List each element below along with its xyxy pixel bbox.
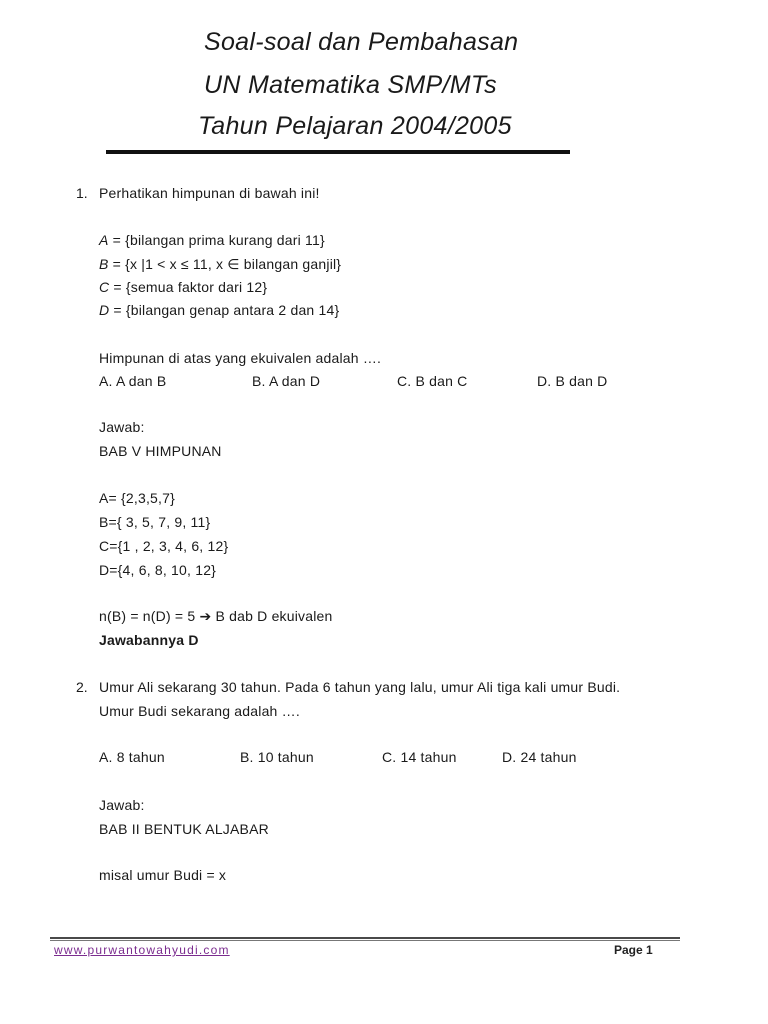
set-b-name: B: [99, 256, 109, 272]
q1-question: Himpunan di atas yang ekuivalen adalah ….: [99, 350, 382, 366]
set-c-name: C: [99, 279, 110, 295]
q1-set-a: [99, 232, 325, 248]
title-line-3: Tahun Pelajaran 2004/2005: [198, 112, 512, 140]
q2-answer-label: Jawab:: [99, 797, 145, 813]
q1-option-c: C. B dan C: [397, 373, 468, 389]
title-divider: [106, 150, 570, 154]
q2-option-d: D. 24 tahun: [502, 749, 577, 765]
q2-option-c: C. 14 tahun: [382, 749, 457, 765]
title-line-1: Soal-soal dan Pembahasan: [204, 28, 519, 56]
q1-option-d: D. B dan D: [537, 373, 608, 389]
q1-work-line: A= {2,3,5,7}: [99, 490, 175, 506]
q2-work-line: misal umur Budi = x: [99, 867, 227, 883]
q2-line-2: Umur Budi sekarang adalah ….: [99, 703, 300, 719]
q2-option-b: B. 10 tahun: [240, 749, 314, 765]
set-a-definition: = {bilangan prima kurang dari 11}: [108, 232, 325, 248]
q1-final-answer: Jawabannya D: [99, 632, 199, 648]
q2-chapter: BAB II BENTUK ALJABAR: [99, 821, 269, 837]
q1-prompt: Perhatikan himpunan di bawah ini!: [99, 185, 320, 201]
q2-option-a: A. 8 tahun: [99, 749, 165, 765]
set-c-definition: = {semua faktor dari 12}: [109, 279, 268, 295]
website-link[interactable]: www.purwantowahyudi.com: [54, 943, 230, 957]
conclusion-equation: n(B) = n(D) = 5: [99, 608, 200, 624]
conclusion-text: B dab D ekuivalen: [211, 608, 333, 624]
q1-set-d: [99, 302, 339, 318]
q1-work-line: B={ 3, 5, 7, 9, 11}: [99, 514, 211, 530]
q1-set-c: [99, 279, 267, 295]
q1-work-line: D={4, 6, 8, 10, 12}: [99, 562, 217, 578]
q1-conclusion: [99, 608, 333, 625]
question-number-1: 1.: [76, 185, 88, 201]
q1-answer-label: Jawab:: [99, 419, 145, 435]
title-line-2: UN Matematika SMP/MTs: [204, 71, 497, 99]
q1-chapter: BAB V HIMPUNAN: [99, 443, 222, 459]
footer-divider: [50, 937, 680, 939]
q2-line-1: Umur Ali sekarang 30 tahun. Pada 6 tahun yang lalu, umur Ali tiga kali umur Budi.: [99, 679, 621, 695]
footer-divider-thin: [50, 940, 680, 941]
set-a-name: A: [99, 232, 109, 248]
q1-option-b: B. A dan D: [252, 373, 321, 389]
set-b-definition: = {x |1 < x ≤ 11, x ∈ bilangan ganjil}: [108, 256, 342, 272]
page-number: Page 1: [614, 943, 653, 957]
q1-work-line: C={1 , 2, 3, 4, 6, 12}: [99, 538, 229, 554]
q1-option-a: A. A dan B: [99, 373, 167, 389]
set-d-definition: = {bilangan genap antara 2 dan 14}: [109, 302, 340, 318]
q1-set-b: [99, 256, 341, 273]
arrow-right-icon: ➔: [199, 608, 212, 624]
question-number-2: 2.: [76, 679, 88, 695]
set-d-name: D: [99, 302, 110, 318]
